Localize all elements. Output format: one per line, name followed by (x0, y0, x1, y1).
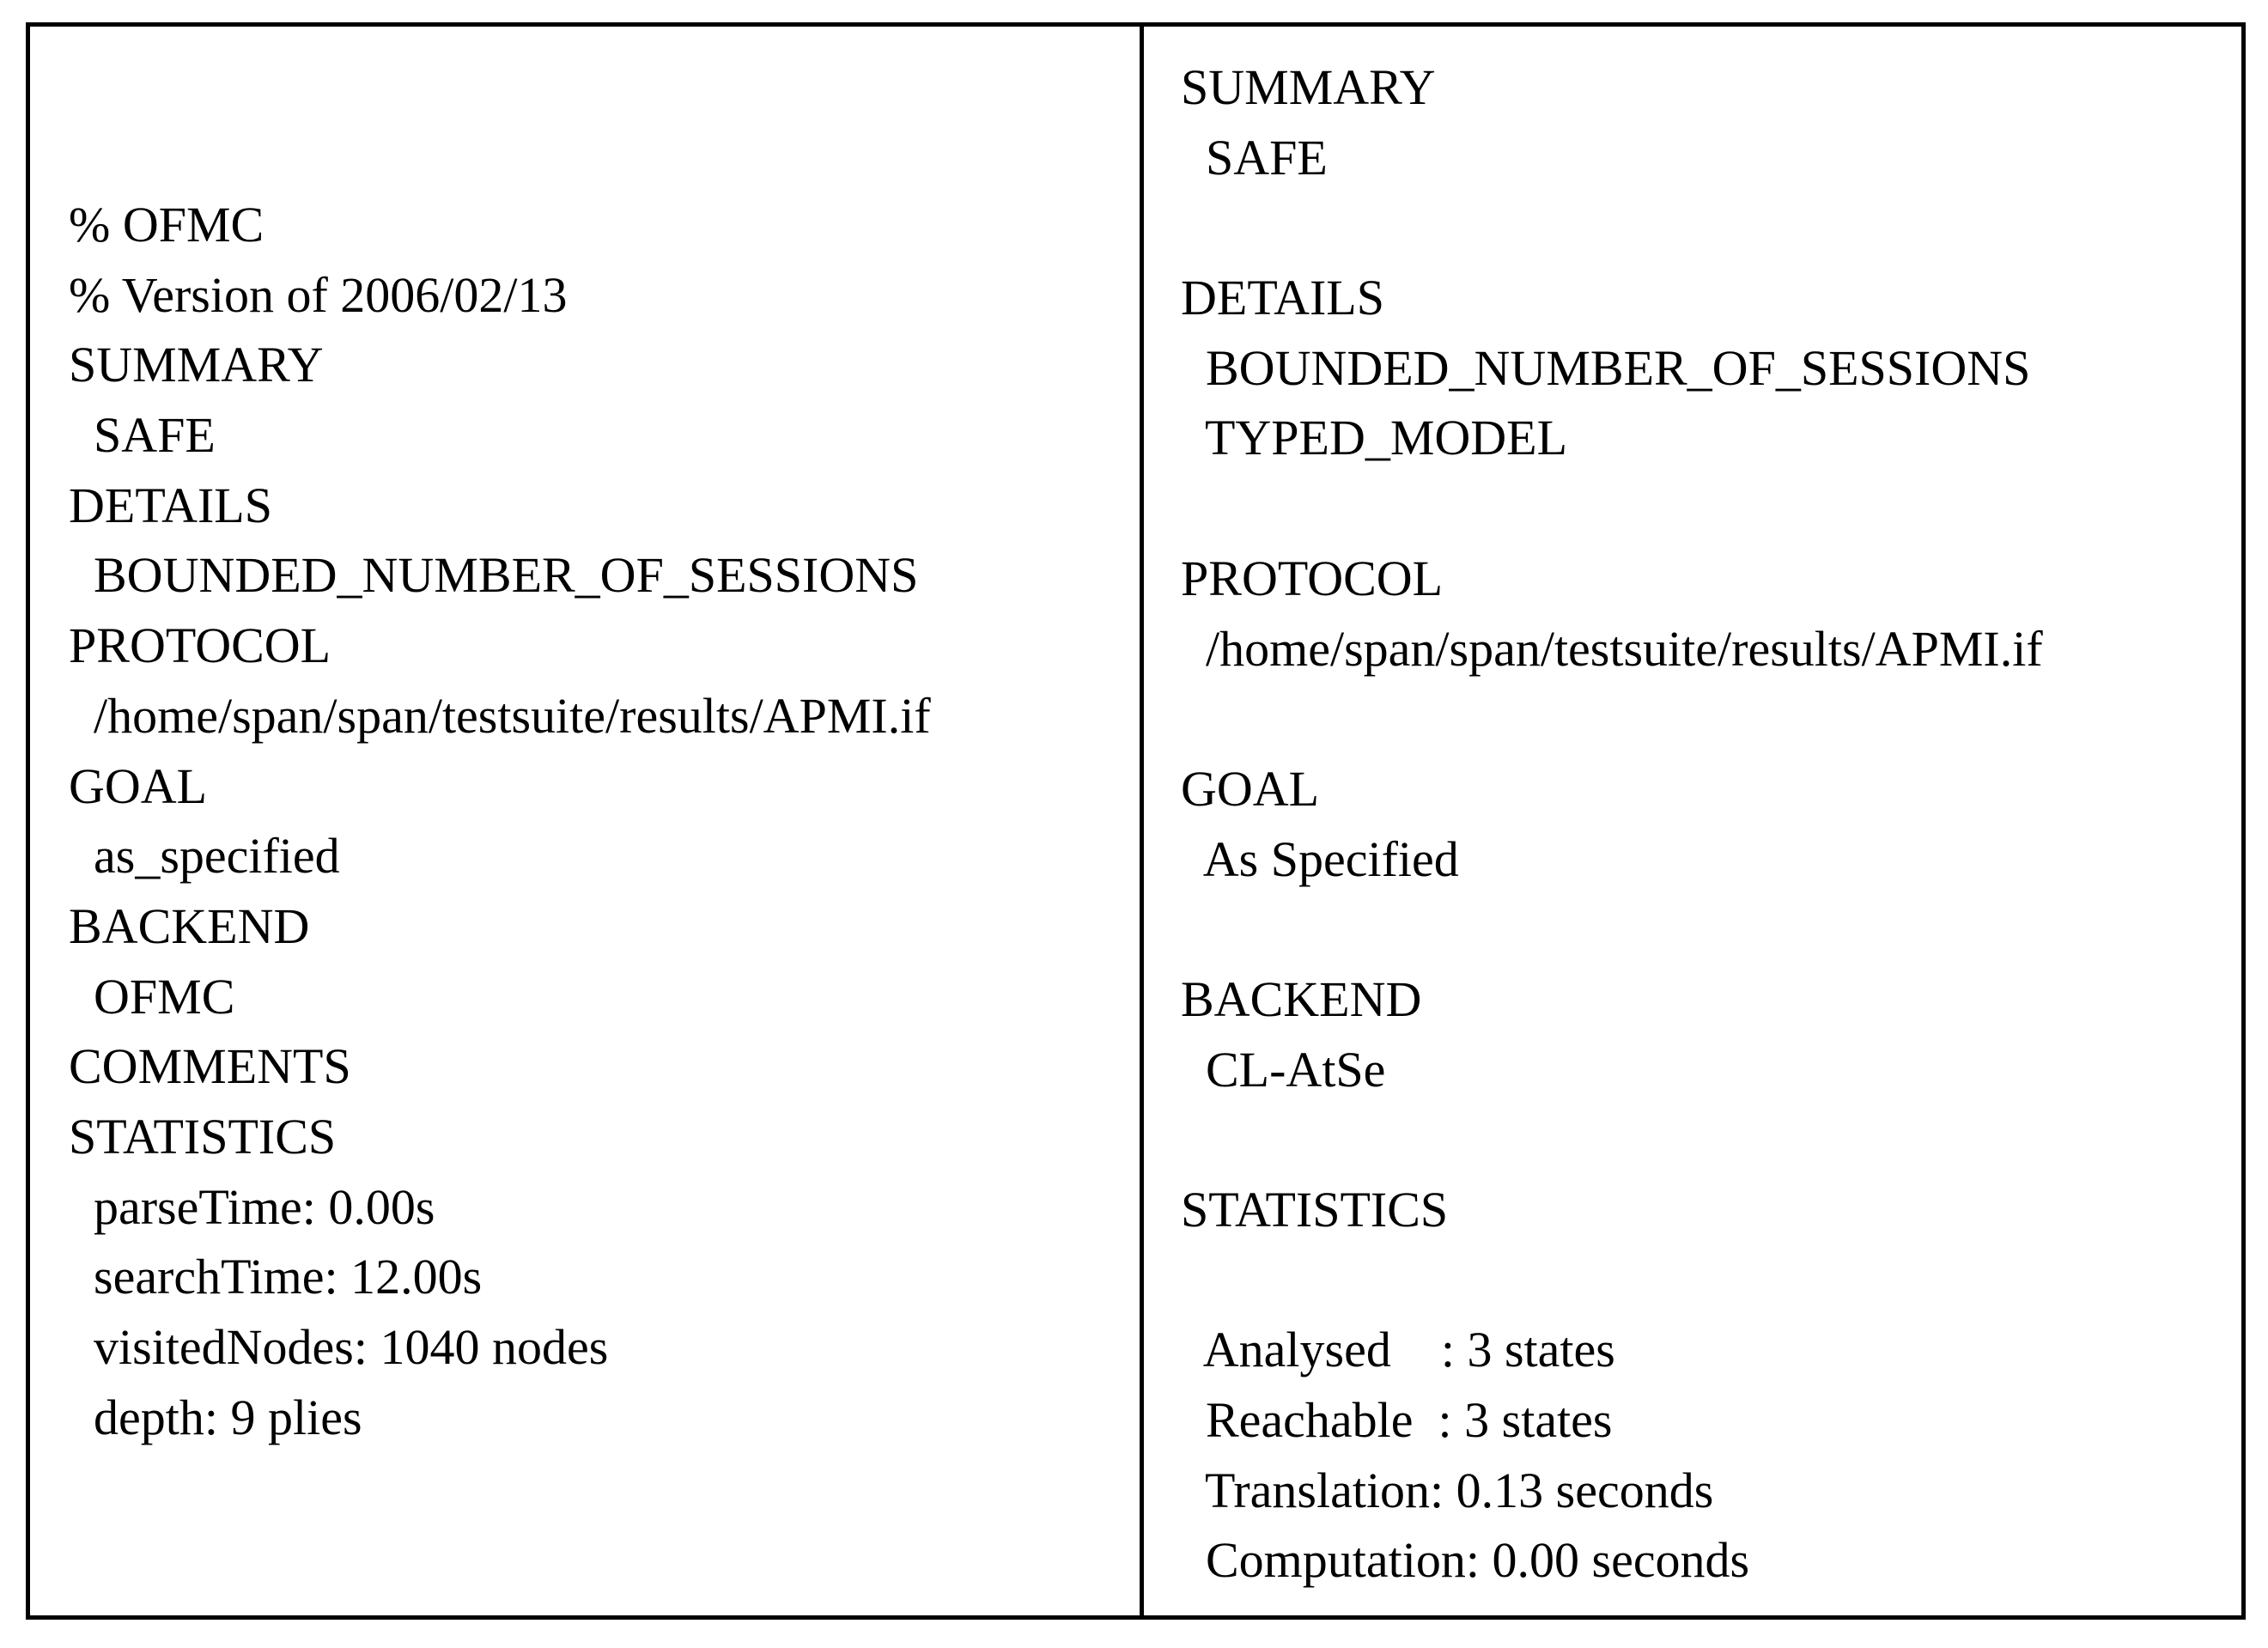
ofmc-line: % Version of 2006/02/13 (69, 266, 568, 323)
ofmc-line: GOAL (69, 757, 208, 814)
ofmc-line: STATISTICS (69, 1108, 337, 1165)
ofmc-line: as_specified (69, 828, 340, 885)
cl-atse-line: BOUNDED_NUMBER_OF_SESSIONS (1181, 339, 2031, 396)
cl-atse-line: Translation: 0.13 seconds (1181, 1462, 1714, 1518)
cl-atse-line: SUMMARY (1181, 59, 1436, 115)
cl-atse-line: PROTOCOL (1181, 550, 1444, 606)
cl-atse-output-panel (1144, 27, 2241, 1615)
cl-atse-line: GOAL (1181, 760, 1320, 817)
ofmc-output-panel (30, 27, 1144, 1615)
ofmc-line: OFMC (69, 968, 235, 1025)
ofmc-line: PROTOCOL (69, 617, 331, 674)
cl-atse-line: SAFE (1181, 129, 1328, 185)
cl-atse-line (1181, 1245, 2241, 1316)
cl-atse-line (1181, 192, 2241, 263)
ofmc-line: parseTime: 0.00s (69, 1178, 435, 1235)
ofmc-line: /home/span/span/testsuite/results/APMI.if (69, 687, 931, 744)
ofmc-line: SAFE (69, 407, 216, 464)
cl-atse-line: DETAILS (1181, 270, 1384, 326)
cl-atse-line (1181, 684, 2241, 754)
ofmc-line: depth: 9 plies (69, 1389, 362, 1445)
cl-atse-line (1181, 473, 2241, 544)
ofmc-line: COMMENTS (69, 1038, 351, 1095)
cl-atse-line (1181, 894, 2241, 964)
ofmc-line: BACKEND (69, 897, 310, 954)
ofmc-line: % OFMC (69, 197, 264, 252)
cl-atse-line: CL-AtSe (1181, 1041, 1386, 1098)
cl-atse-output-lines (1181, 52, 2241, 1596)
comparison-table (26, 22, 2246, 1620)
ofmc-line: BOUNDED_NUMBER_OF_SESSIONS (69, 547, 919, 604)
ofmc-line: SUMMARY (69, 337, 324, 393)
cl-atse-line: STATISTICS (1181, 1182, 1449, 1238)
cl-atse-line: TYPED_MODEL (1181, 410, 1568, 466)
cl-atse-line: BACKEND (1181, 970, 1422, 1027)
cl-atse-line: As Specified (1181, 830, 1459, 887)
ofmc-output-lines (69, 190, 1140, 1452)
cl-atse-line: /home/span/span/testsuite/results/APMI.if (1181, 620, 2043, 677)
ofmc-line: DETAILS (69, 477, 272, 533)
ofmc-line: searchTime: 12.00s (69, 1249, 483, 1305)
cl-atse-line (1181, 1104, 2241, 1175)
cl-atse-line: Computation: 0.00 seconds (1181, 1532, 1750, 1589)
ofmc-line: visitedNodes: 1040 nodes (69, 1319, 609, 1375)
cl-atse-line: Analysed : 3 states (1181, 1322, 1615, 1378)
cl-atse-line: Reachable : 3 states (1181, 1392, 1613, 1449)
